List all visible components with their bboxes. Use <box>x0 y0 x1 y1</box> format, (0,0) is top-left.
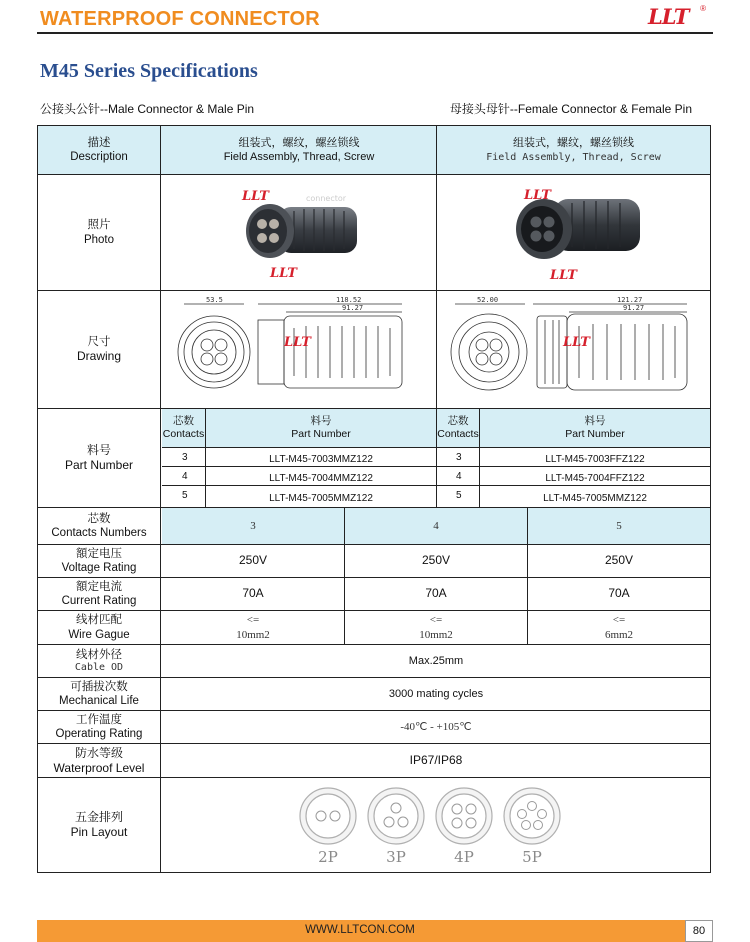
svg-text:LLT: LLT <box>562 334 590 350</box>
svg-text:LLT: LLT <box>549 267 577 283</box>
male-contacts-4: 4 <box>182 470 188 482</box>
svg-text:LLT: LLT <box>242 188 269 204</box>
female-photo <box>437 175 710 290</box>
svg-text:52.00: 52.00 <box>476 295 498 304</box>
description-label: 描述 Description <box>38 126 161 174</box>
contacts-numbers-label: 芯数 Contacts Numbers <box>38 508 161 544</box>
spec-table <box>37 125 711 873</box>
page-number: 80 <box>685 920 713 942</box>
current-label: 額定电流 Current Rating <box>38 578 161 610</box>
svg-text:118.52: 118.52 <box>336 295 362 304</box>
photo-label: 照片 Photo <box>38 175 161 290</box>
part-number-row <box>38 409 710 508</box>
pin-layout-2p: 2P <box>318 848 338 866</box>
female-pn-header: 料号 Part Number <box>565 414 625 440</box>
contacts-5: 5 <box>616 519 622 532</box>
header-divider <box>37 32 713 34</box>
description-row <box>38 126 710 175</box>
current-4: 70A <box>425 586 447 601</box>
wire-5: <= 6mm2 <box>604 614 634 641</box>
waterproof-label: 防水等级 Waterproof Level <box>38 744 161 777</box>
drawing-row <box>38 291 710 409</box>
female-drawing <box>437 291 710 408</box>
svg-text:LLT: LLT <box>270 265 297 281</box>
pin-layout-label: 五金排列 Pin Layout <box>38 778 161 872</box>
wire-3: <= 10mm2 <box>236 614 270 641</box>
female-contacts-header: 芯数 Contacts <box>437 414 479 440</box>
male-pn-4: LLT-M45-7004MMZ122 <box>269 472 373 484</box>
pin-layout-row <box>38 778 710 872</box>
temperature-value: -40℃ - +105℃ <box>400 720 472 733</box>
female-contacts-3: 3 <box>456 451 462 463</box>
female-contacts-5: 5 <box>456 489 462 501</box>
current-row <box>38 578 710 611</box>
svg-text:LLT: LLT <box>284 334 311 350</box>
mechanical-value: 3000 mating cycles <box>388 687 484 700</box>
pin-layout-diagrams <box>162 778 710 872</box>
wire-row <box>38 611 710 645</box>
male-pn-3: LLT-M45-7003MMZ122 <box>269 453 373 465</box>
mechanical-label: 可插拔次数 Mechanical Life <box>38 678 161 710</box>
voltage-3: 250V <box>238 553 268 568</box>
photo-row <box>38 175 710 291</box>
female-subheading: 母接头母针--Female Connector & Female Pin <box>449 102 692 116</box>
section-title: WATERPROOF CONNECTOR <box>40 8 320 30</box>
contacts-numbers-row <box>38 508 710 545</box>
footer-bar <box>37 920 713 942</box>
page-title: M45 Series Specifications <box>40 60 258 82</box>
female-description: 组装式，螺纹，螺丝锁线 Field Assembly, Thread, Screw <box>486 137 661 163</box>
female-contacts-4: 4 <box>456 470 462 482</box>
voltage-row <box>38 545 710 578</box>
current-5: 70A <box>608 586 630 601</box>
footer-url[interactable]: WWW.LLTCON.COM <box>305 924 415 936</box>
drawing-label: 尺寸 Drawing <box>38 291 161 408</box>
male-pn-header: 料号 Part Number <box>291 414 351 440</box>
contacts-3: 3 <box>250 519 256 532</box>
cable-od-value: Max.25mm <box>408 654 464 667</box>
svg-text:91.27: 91.27 <box>622 303 644 312</box>
svg-text:121.27: 121.27 <box>616 295 642 304</box>
waterproof-value: IP67/IP68 <box>409 752 463 767</box>
contacts-4: 4 <box>433 519 439 532</box>
male-contacts-3: 3 <box>182 451 188 463</box>
male-dimension-drawing <box>166 294 432 406</box>
current-3: 70A <box>242 586 264 601</box>
female-dimension-drawing <box>441 294 707 406</box>
mechanical-row <box>38 678 710 711</box>
female-connector-image <box>494 181 654 285</box>
voltage-5: 250V <box>604 553 634 568</box>
part-number-label: 料号 Part Number <box>38 409 161 507</box>
svg-text:53.5: 53.5 <box>206 295 223 304</box>
temperature-label: 工作温度 Operating Rating <box>38 711 161 743</box>
waterproof-row <box>38 744 710 778</box>
female-pn-4: LLT-M45-7004FFZ122 <box>545 472 645 484</box>
male-description: 组装式，螺纹，螺丝锁线 Field Assembly, Thread, Screw <box>223 136 375 163</box>
male-contacts-5: 5 <box>182 489 188 501</box>
male-photo <box>162 175 436 290</box>
female-pn-3: LLT-M45-7003FFZ122 <box>545 453 645 465</box>
voltage-4: 250V <box>421 553 451 568</box>
svg-text:connector: connector <box>306 193 347 203</box>
pin-layout-3p: 3P <box>386 848 406 866</box>
svg-text:LLT: LLT <box>523 187 551 203</box>
female-pn-5: LLT-M45-7005MMZ122 <box>543 492 647 504</box>
pin-layout-5p: 5P <box>522 848 542 866</box>
voltage-label: 額定电压 Voltage Rating <box>38 545 161 577</box>
cable-od-label: 线材外径 Cable OD <box>38 645 161 677</box>
male-drawing <box>162 291 436 408</box>
male-contacts-header: 芯数 Contacts <box>162 414 205 440</box>
pin-layout-svg <box>296 782 576 868</box>
wire-4: <= 10mm2 <box>419 614 453 641</box>
male-connector-image <box>224 183 374 283</box>
male-pn-5: LLT-M45-7005MMZ122 <box>269 492 373 504</box>
svg-text:91.27: 91.27 <box>342 303 364 312</box>
male-subheading: 公接头公针--Male Connector & Male Pin <box>40 102 255 116</box>
cable-od-row <box>38 645 710 678</box>
llt-logo: LLT ® <box>648 4 706 29</box>
wire-label: 线材匹配 Wire Gague <box>38 611 161 644</box>
pin-layout-4p: 4P <box>454 848 474 866</box>
temperature-row <box>38 711 710 744</box>
